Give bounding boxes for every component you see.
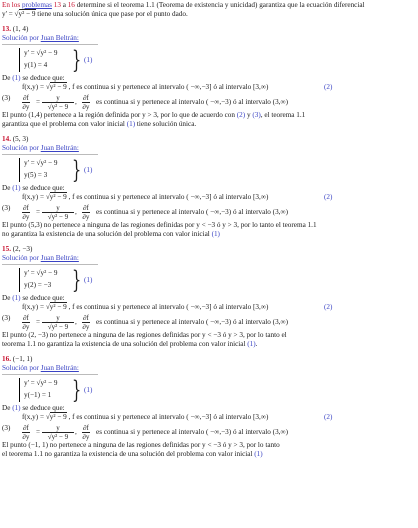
conclusion-text: El punto (5,3) no pertenece a ninguna de las regiones definidas por y < −3 ó y > 3, por lo tanto el teorema 1.1 [2,221,317,229]
solution-label: Solución por [2,254,41,262]
right-brace: } [72,46,82,74]
ode-equation: y' = √y² − 9 [24,159,58,167]
numerator: ∂f [83,314,89,322]
conclusion-line-2 [2,450,416,459]
function-def: f(x,y) = √y² − 9 , f es continua si y pertenece al intervalo ( −∞,−3] ó al intervalo [3,∞) [22,413,269,421]
function-lhs: f(x,y) = [22,193,46,201]
problems-link[interactable]: problemas [21,1,52,9]
right-brace: } [72,156,82,184]
equation-tag-3: (3) [2,314,11,322]
system-equations [24,47,57,71]
system-equations [24,377,57,401]
partial-frac-right [82,314,90,331]
numerator: y [42,204,74,213]
intro-text: tiene una solución única que pase por el punto dado. [35,10,188,18]
problem-block [2,245,416,349]
equation-tag-2: (2) [324,413,333,421]
problem-point: (2, −3) [10,245,33,253]
solution-label: Solución por [2,34,41,42]
divider [2,264,98,265]
partial-derivative-line [2,94,416,111]
problem-number: 15. [2,245,11,253]
function-line [2,83,416,94]
equation-tag-1: (1) [84,276,93,284]
equation-ref[interactable]: (1) [12,404,21,412]
conclusion-line-1 [2,221,416,230]
radicand: y² − 9 [51,433,69,441]
equation-ref[interactable]: (2) [236,111,246,119]
denominator: ∂y [82,213,90,221]
comma: , [75,98,77,106]
divider [2,154,98,155]
system-equations [24,267,57,291]
problem-16-link[interactable]: 16 [67,1,75,9]
equation-ref[interactable]: (3) [252,111,261,119]
denominator: √y² − 9 [47,433,69,441]
equation-tag-2: (2) [324,83,333,91]
problem-point: (1, 4) [10,25,29,33]
continuity-statement: , f es continua si y pertenece al intervalo ( −∞,−3] ó al intervalo [3,∞) [66,303,269,311]
equals-sign: = [36,318,41,326]
author-link[interactable]: Juan Beltrán: [40,364,79,372]
function-lhs: f(x,y) = [22,413,46,421]
ode-equation: y' = √y² − 9 [24,379,58,387]
function-radicand: y² − 9 [49,83,67,91]
problem-heading [2,245,416,254]
author-link[interactable]: Juan Beltrán: [40,254,79,262]
right-brace: } [72,266,82,294]
function-lhs: f(x,y) = [22,303,46,311]
ivp-system [8,266,416,294]
numerator: ∂f [83,424,89,432]
equation-radicand: y² − 9 [18,10,36,18]
problem-point: (−1, 1) [10,355,33,363]
partial-frac-right [82,94,90,111]
deduce-text: se deduce que: [20,294,65,302]
equation-tag-3: (3) [2,204,11,212]
intro-line-2: y' = √y² − 9 tiene una solución única que pase por el punto dado. [2,10,188,18]
radicand: y² − 9 [51,213,69,221]
problem-number: 16. [2,355,11,363]
function-line [2,413,416,424]
denominator: √y² − 9 [47,213,69,221]
partial-frac-left [22,204,30,221]
equation-tag-2: (2) [324,303,333,311]
denominator: ∂y [82,103,90,111]
conclusion-paragraph [2,221,416,239]
conclusion-text: garantiza que el problema con valor inicial [2,120,127,128]
conclusion-line-2 [2,230,416,239]
ivp-system [8,156,416,184]
problem-heading [2,355,416,364]
partial-frac-middle [42,204,74,221]
system-bar [19,48,20,72]
problem-point: (5, 3) [10,135,29,143]
equation-tag-1: (1) [84,166,93,174]
problem-block [2,135,416,239]
deduce-text: se deduce que: [20,404,65,412]
function-line [2,303,416,314]
solution-heading [2,254,416,263]
deduce-text: De [2,404,13,412]
conclusion-text: El punto (2, −3) no pertenece a ninguna de las regiones definidas por y < −3 ó y > 3, por lo tanto el [2,331,287,339]
initial-condition: y(5) = 3 [24,171,48,179]
equation-ref[interactable]: (1) [247,340,256,348]
ivp-system [8,376,416,404]
function-radicand: y² − 9 [49,193,67,201]
function-def: f(x,y) = √y² − 9 , f es continua si y pertenece al intervalo ( −∞,−3] ó al intervalo [3,∞) [22,83,269,91]
divider [2,374,98,375]
equation-ref[interactable]: (1) [211,230,220,238]
initial-condition: y(2) = −3 [24,281,52,289]
denominator: √y² − 9 [47,103,69,111]
intro-line-1 [2,1,416,10]
continuity-statement: es continua si y pertenece al intervalo ( −∞,−3) ó al intervalo (3,∞) [96,428,288,436]
equals-sign: = [36,98,41,106]
problem-heading [2,25,416,34]
equation-tag-3: (3) [2,424,11,432]
partial-derivative-line [2,424,416,441]
equation-ref[interactable]: (1) [12,184,21,192]
right-brace: } [72,376,82,404]
denominator: ∂y [82,323,90,331]
continuity-statement: es continua si y pertenece al intervalo ( −∞,−3) ó al intervalo (3,∞) [96,98,288,106]
problem-number: 14. [2,135,11,143]
equation-ref[interactable]: (1) [126,120,136,128]
partial-frac-middle [42,424,74,441]
numerator: ∂f [23,314,29,322]
function-line [2,193,416,204]
initial-condition: y(−1) = 1 [24,391,52,399]
conclusion-paragraph [2,441,416,459]
equation-tag-1: (1) [84,386,93,394]
system-bar [19,268,20,292]
function-def: f(x,y) = √y² − 9 , f es continua si y pertenece al intervalo ( −∞,−3] ó al intervalo [3,∞) [22,303,269,311]
conclusion-line-1 [2,111,416,120]
equation-ref[interactable]: (1) [254,450,263,458]
conclusion-text: El punto (1,4) pertenece a la región definida por y > 3, por lo que de acuerdo con [2,111,237,119]
conclusion-text: . [255,340,258,348]
partial-frac-left [22,314,30,331]
solution-label: Solución por [2,144,41,152]
denominator: ∂y [22,433,30,441]
author-link[interactable]: Juan Beltrán: [40,144,79,152]
deduce-text: De [2,294,13,302]
system-equations [24,157,57,181]
equation-tag-1: (1) [84,56,93,64]
partial-frac-middle [42,314,74,331]
partial-derivative-line [2,314,416,331]
deduce-text: De [2,184,13,192]
ode-equation: y' = √y² − 9 [24,269,58,277]
deduce-text: se deduce que: [20,74,65,82]
conclusion-line-1 [2,441,416,450]
numerator: ∂f [23,204,29,212]
comma: , [75,428,77,436]
numerator: ∂f [23,424,29,432]
system-bar [19,158,20,182]
problems-container [2,25,416,459]
ode-equation: y' = √y² − 9 [24,49,58,57]
denominator: ∂y [82,433,90,441]
conclusion-paragraph [2,111,416,129]
partial-frac-right [82,424,90,441]
denominator: ∂y [22,323,30,331]
numerator: y [42,314,74,323]
equation-tag-3: (3) [2,94,11,102]
partial-frac-left [22,424,30,441]
numerator: y [42,94,74,103]
numerator: ∂f [23,94,29,102]
comma: , [75,208,77,216]
conclusion-text: teorema 1.1 no garantiza la existencia de una solución del problema con valor inicial [2,340,248,348]
function-lhs: f(x,y) = [22,83,46,91]
continuity-statement: , f es continua si y pertenece al intervalo ( −∞,−3] ó al intervalo [3,∞) [66,83,269,91]
continuity-statement: , f es continua si y pertenece al intervalo ( −∞,−3] ó al intervalo [3,∞) [66,413,269,421]
divider [2,44,98,45]
partial-frac-right [82,204,90,221]
continuity-statement: , f es continua si y pertenece al intervalo ( −∞,−3] ó al intervalo [3,∞) [66,193,269,201]
conclusion-text: no garantiza la existencia de una solución del problema con valor inicial [2,230,212,238]
comma: , [75,318,77,326]
equals-sign: = [36,428,41,436]
initial-condition: y(1) = 4 [24,61,48,69]
conclusion-text: y [245,111,253,119]
conclusion-paragraph [2,331,416,349]
ivp-system [8,46,416,74]
numerator: y [42,424,74,433]
numerator: ∂f [83,94,89,102]
equation-tag-2: (2) [324,193,333,201]
equation-lhs: y' = [2,10,15,18]
continuity-statement: es continua si y pertenece al intervalo ( −∞,−3) ó al intervalo (3,∞) [96,208,288,216]
deduce-text: De [2,74,13,82]
function-radicand: y² − 9 [49,413,67,421]
radicand: y² − 9 [51,323,69,331]
conclusion-text: tiene solución única. [135,120,197,128]
function-def: f(x,y) = √y² − 9 , f es continua si y pertenece al intervalo ( −∞,−3] ó al intervalo [3,∞) [22,193,269,201]
conclusion-line-2 [2,340,416,349]
numerator: ∂f [83,204,89,212]
deduce-text: se deduce que: [20,184,65,192]
function-radicand: y² − 9 [49,303,67,311]
solution-heading [2,34,416,43]
denominator: ∂y [22,103,30,111]
solution-heading [2,144,416,153]
conclusion-text: el teorema 1.1 no garantiza la existencia de una solución del problema con valor inicial [2,450,255,458]
partial-derivative-line [2,204,416,221]
partial-frac-left [22,94,30,111]
partial-frac-middle [42,94,74,111]
author-link[interactable]: Juan Beltrán: [40,34,79,42]
denominator: ∂y [22,213,30,221]
intro-text: En los [2,1,22,9]
problem-number: 13. [2,25,11,33]
equation-ref[interactable]: (1) [12,74,21,82]
denominator: √y² − 9 [47,323,69,331]
conclusion-line-2 [2,120,416,129]
conclusion-line-1 [2,331,416,340]
system-bar [19,378,20,402]
problem-13-link[interactable]: 13 [51,1,61,9]
problem-heading [2,135,416,144]
equation-ref[interactable]: (1) [12,294,21,302]
document-page [2,1,416,459]
intro-text: determine si el teorema 1.1 (Teorema de existencia y unicidad) garantiza que la ecuación diferencial [74,1,365,9]
intro-text: a [60,1,68,9]
continuity-statement: es continua si y pertenece al intervalo ( −∞,−3) ó al intervalo (3,∞) [96,318,288,326]
equals-sign: = [36,208,41,216]
problem-block [2,355,416,459]
solution-heading [2,364,416,373]
conclusion-text: , el teorema 1.1 [260,111,306,119]
solution-label: Solución por [2,364,41,372]
radicand: y² − 9 [51,103,69,111]
conclusion-text: El punto (−1, 1) no pertenece a ninguna de las regiones definidas por y < −3 ó y > 3, por lo tanto [2,441,280,449]
problem-block [2,25,416,129]
